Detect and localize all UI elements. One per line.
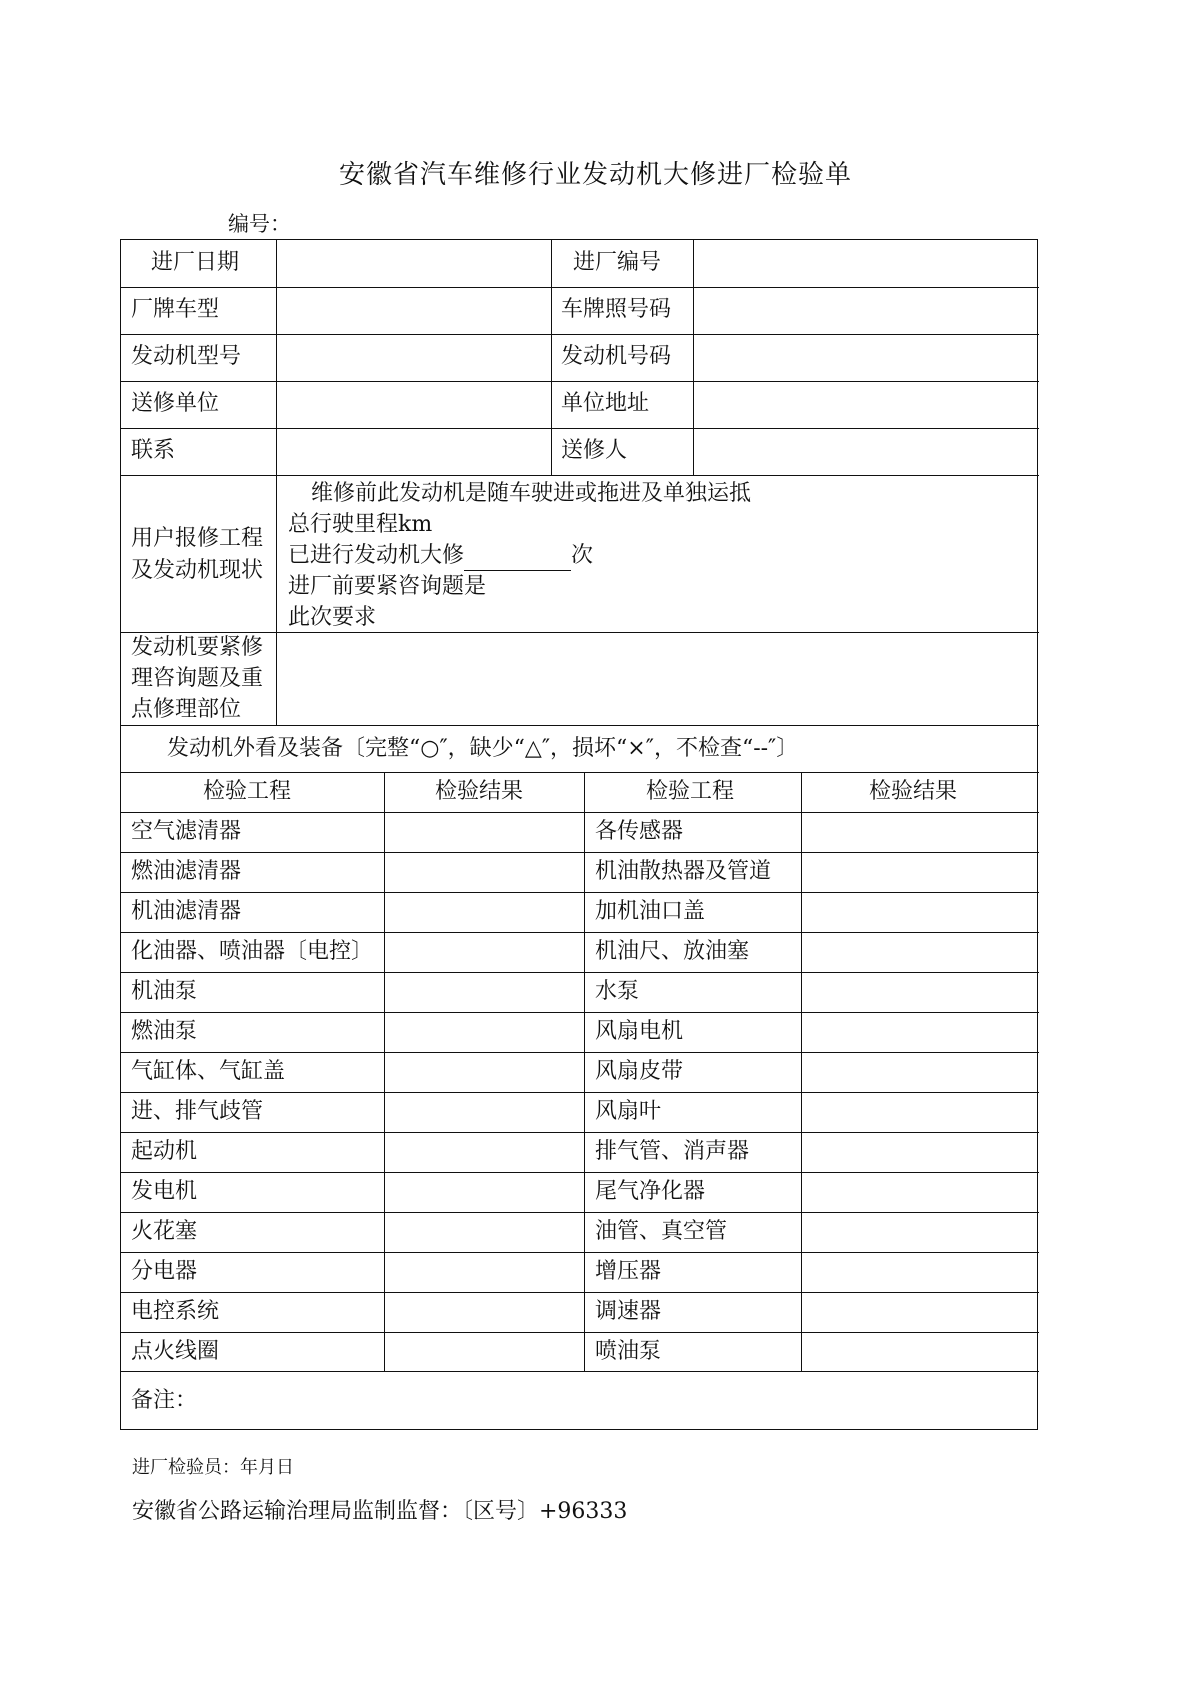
engine-number-label: 发动机号码 [561,344,672,369]
inspect-item-left: 进、排气歧管 [131,1099,264,1124]
document-title: 安徽省汽车维修行业发动机大修进厂检验单 [338,160,852,190]
inspector-line: 进厂检验员：年月日 [132,1457,294,1478]
inspect-item-right: 水泵 [595,979,640,1004]
inspect-result-header-right: 检验结果 [869,779,958,804]
unit-address-label: 单位地址 [561,391,650,416]
inspection-form-table [120,239,1038,1430]
inspect-item-right: 调速器 [595,1299,662,1324]
report-line: 次 [571,543,594,568]
key-repair-label [131,632,263,725]
inspect-item-left: 空气滤清器 [131,819,242,844]
entry-date-label: 进厂日期 [151,250,240,275]
report-line: 维修前此发动机是随车驶进或拖进及单独运抵 [311,481,752,506]
inspect-item-left: 气缸体、气缸盖 [131,1059,286,1084]
entry-number-label: 进厂编号 [573,250,662,275]
serial-number-label: 编号： [228,212,291,236]
inspect-item-header-left: 检验工程 [203,779,292,804]
inspect-item-right: 风扇叶 [595,1099,662,1124]
inspect-item-left: 发电机 [131,1179,198,1204]
engine-model-label: 发动机型号 [131,344,242,369]
report-content [311,478,751,509]
report-content-body [288,509,593,633]
inspect-item-left: 机油滤清器 [131,899,242,924]
report-line-repairs [288,540,593,571]
inspect-item-right: 风扇皮带 [595,1059,684,1084]
inspect-item-right: 尾气净化器 [595,1179,706,1204]
inspect-item-left: 点火线圈 [131,1339,220,1364]
inspect-item-left: 燃油滤清器 [131,859,242,884]
inspect-item-left: 燃油泵 [131,1019,198,1044]
report-label-line: 及发动机现状 [131,558,264,583]
inspect-item-header-right: 检验工程 [646,779,735,804]
repair-count-blank [464,548,571,571]
inspect-item-right: 机油尺、放油塞 [595,939,750,964]
inspect-result-header-left: 检验结果 [435,779,524,804]
supervision-line: 安徽省公路运输治理局监制监督：〔区号〕+96333 [132,1499,628,1524]
inspect-item-left: 火花塞 [131,1219,198,1244]
contact-label: 联系 [131,438,176,463]
report-line: 此次要求 [288,605,377,630]
inspect-item-right: 风扇电机 [595,1019,684,1044]
sender-unit-label: 送修单位 [131,391,220,416]
inspect-item-left: 化油器、喷油器〔电控〕 [131,939,374,964]
inspect-item-right: 机油散热器及管道 [595,859,772,884]
appearance-header: 发动机外看及装备〔完整“○″，缺少“△″，损坏“×″，不检查“--″〕 [167,736,799,761]
inspect-item-right: 加机油口盖 [595,899,706,924]
inspect-item-right: 喷油泵 [595,1339,662,1364]
inspect-item-right: 各传感器 [595,819,684,844]
inspect-item-left: 机油泵 [131,979,198,1004]
report-label [131,523,263,587]
report-line: 已进行发动机大修 [288,543,465,568]
plate-number-label: 车牌照号码 [561,297,672,322]
remarks-label: 备注： [131,1388,198,1413]
key-repair-label-line: 点修理部位 [131,697,242,722]
inspect-item-right: 增压器 [595,1259,662,1284]
inspect-item-left: 分电器 [131,1259,198,1284]
key-repair-label-line: 发动机要紧修 [131,635,264,660]
report-line: 总行驶里程km [288,512,433,537]
brand-model-label: 厂牌车型 [131,297,220,322]
report-label-line: 用户报修工程 [131,526,264,551]
inspect-item-left: 起动机 [131,1139,198,1164]
inspect-item-left: 电控系统 [131,1299,220,1324]
report-line: 进厂前要紧咨询题是 [288,574,487,599]
key-repair-label-line: 理咨询题及重 [131,666,264,691]
inspect-item-right: 排气管、消声器 [595,1139,750,1164]
sender-label: 送修人 [561,438,628,463]
inspect-item-right: 油管、真空管 [595,1219,728,1244]
